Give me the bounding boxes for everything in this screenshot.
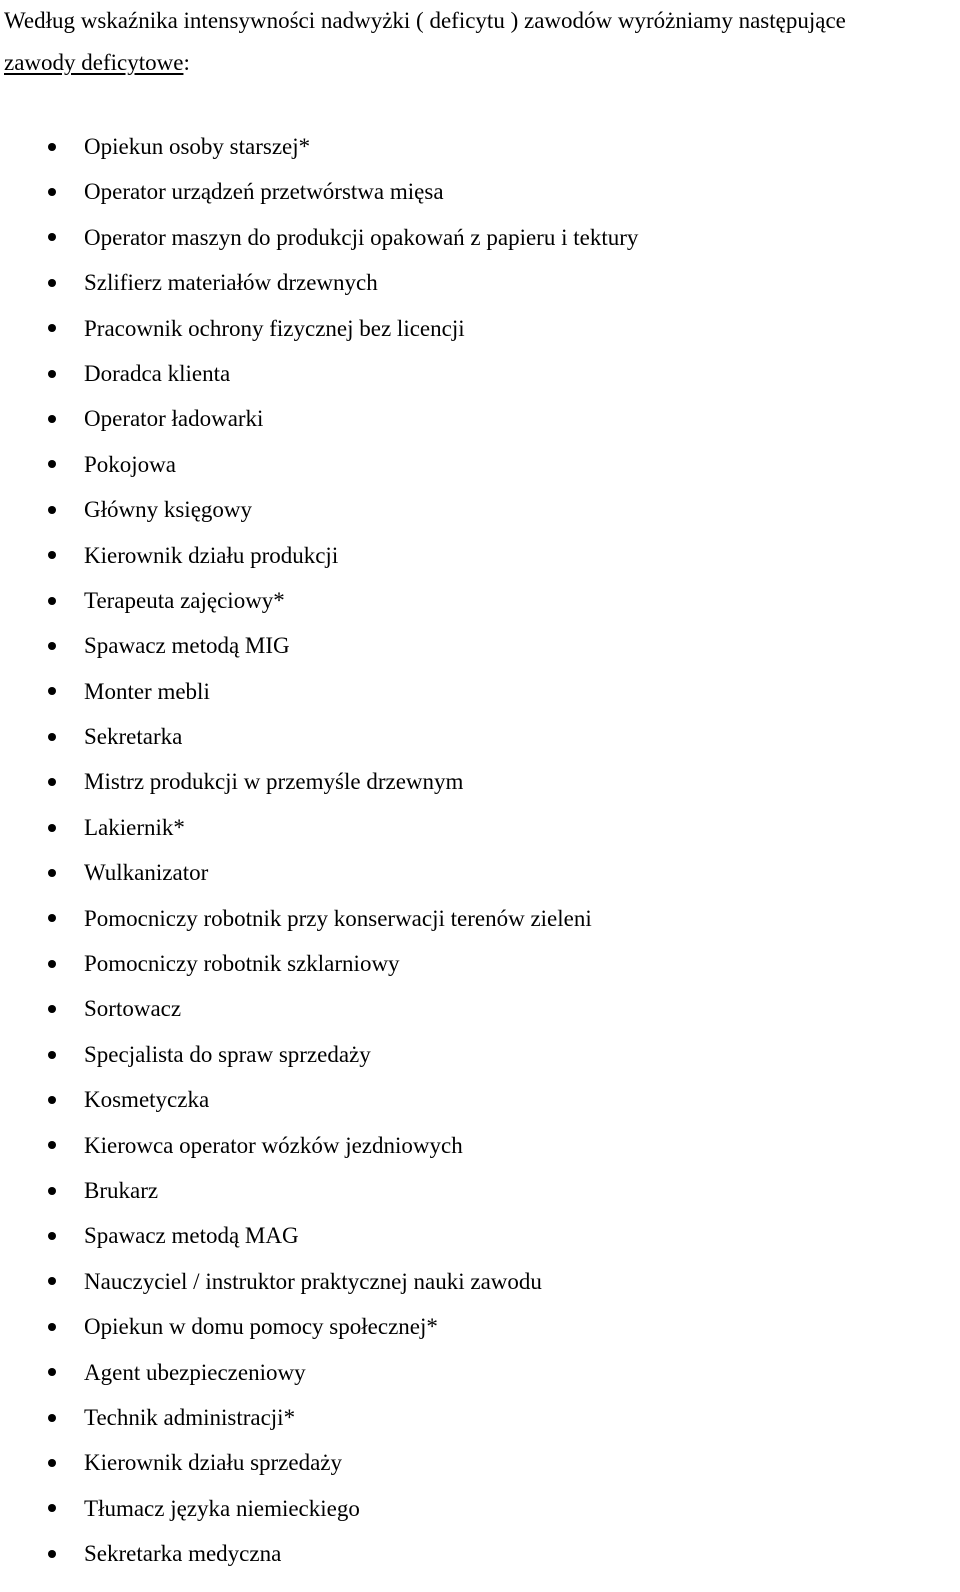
occupation-label: Agent ubezpieczeniowy	[84, 1359, 306, 1385]
bullet-icon	[48, 1187, 56, 1195]
list-item	[0, 533, 638, 578]
list-item	[0, 1032, 638, 1077]
bullet-icon	[48, 824, 56, 832]
bullet-icon	[48, 460, 56, 468]
occupation-label: Operator urządzeń przetwórstwa mięsa	[84, 179, 444, 205]
list-item	[0, 1531, 638, 1576]
occupation-label: Doradca klienta	[84, 360, 231, 386]
occupation-label: Spawacz metodą MAG	[84, 1223, 299, 1249]
bullet-icon	[48, 1368, 56, 1376]
list-item	[0, 396, 638, 441]
bullet-icon	[48, 597, 56, 605]
occupation-label: Terapeuta zajęciowy*	[84, 587, 285, 613]
list-item	[0, 1440, 638, 1485]
list-item	[0, 442, 638, 487]
occupation-label: Tłumacz języka niemieckiego	[84, 1495, 360, 1521]
occupation-label: Pomocniczy robotnik szklarniowy	[84, 951, 400, 977]
list-item	[0, 941, 638, 986]
list-item	[0, 1259, 638, 1304]
bullet-icon	[48, 1550, 56, 1558]
list-item	[0, 759, 638, 804]
bullet-icon	[48, 642, 56, 650]
occupation-label: Opiekun osoby starszej*	[84, 134, 311, 159]
bullet-icon	[48, 188, 56, 196]
bullet-icon	[48, 1096, 56, 1104]
list-item	[0, 260, 638, 305]
list-item	[0, 986, 638, 1031]
occupation-label: Spawacz metodą MIG	[84, 633, 290, 659]
occupation-label: Lakiernik*	[84, 814, 185, 840]
occupation-label: Pokojowa	[84, 451, 176, 477]
list-item	[0, 714, 638, 759]
occupation-label: Opiekun w domu pomocy społecznej*	[84, 1314, 438, 1340]
list-item	[0, 1395, 638, 1440]
list-item	[0, 1077, 638, 1122]
list-item	[0, 1304, 638, 1349]
list-item	[0, 124, 638, 169]
occupation-label: Nauczyciel / instruktor praktycznej nauki zawodu	[84, 1268, 542, 1294]
occupation-label: Kierownik działu produkcji	[84, 542, 339, 568]
occupation-label: Sekretarka	[84, 724, 183, 750]
bullet-icon	[48, 1459, 56, 1467]
bullet-icon	[48, 1232, 56, 1240]
bullet-icon	[48, 506, 56, 514]
bullet-icon	[48, 415, 56, 423]
bullet-icon	[48, 233, 56, 241]
occupation-label: Kosmetyczka	[84, 1087, 210, 1113]
intro-line: Według wskaźnika intensywności nadwyżki ( deficytu ) zawodów wyróżniamy następujące	[4, 8, 846, 33]
list-item	[0, 896, 638, 941]
occupation-label: Technik administracji*	[84, 1404, 296, 1430]
bullet-icon	[48, 279, 56, 287]
list-item	[0, 850, 638, 895]
list-item	[0, 487, 638, 532]
bullet-icon	[48, 733, 56, 741]
list-item	[0, 1123, 638, 1168]
occupation-label: Brukarz	[84, 1177, 159, 1203]
occupation-label: Sekretarka medyczna	[84, 1541, 282, 1567]
occupation-label: Główny księgowy	[84, 497, 253, 523]
list-item	[0, 1168, 638, 1213]
intro-line-2	[4, 42, 954, 84]
bullet-icon	[48, 960, 56, 968]
bullet-icon	[48, 869, 56, 877]
bullet-icon	[48, 324, 56, 332]
list-item	[0, 578, 638, 623]
list-item	[0, 1213, 638, 1258]
bullet-icon	[48, 1504, 56, 1512]
bullet-icon	[48, 1277, 56, 1285]
occupation-label: Pracownik ochrony fizycznej bez licencji	[84, 315, 465, 341]
list-item	[0, 1350, 638, 1395]
list-item	[0, 669, 638, 714]
bullet-icon	[48, 1005, 56, 1013]
occupation-label: Sortowacz	[84, 996, 182, 1022]
bullet-icon	[48, 143, 56, 151]
bullet-icon	[48, 778, 56, 786]
bullet-icon	[48, 1414, 56, 1422]
list-item	[0, 215, 638, 260]
bullet-icon	[48, 914, 56, 922]
bullet-icon	[48, 370, 56, 378]
occupation-label: Pomocniczy robotnik przy konserwacji terenów zieleni	[84, 905, 592, 931]
intro-paragraph	[4, 0, 954, 84]
list-item	[0, 169, 638, 214]
bullet-icon	[48, 687, 56, 695]
occupation-label: Operator maszyn do produkcji opakowań z papieru i tektury	[84, 224, 639, 250]
occupation-label: Kierowca operator wózków jezdniowych	[84, 1132, 463, 1158]
occupation-label: Kierownik działu sprzedaży	[84, 1450, 343, 1476]
occupation-list	[0, 124, 638, 1577]
bullet-icon	[48, 1051, 56, 1059]
occupation-label: Wulkanizator	[84, 860, 209, 886]
occupation-label: Monter mebli	[84, 678, 210, 704]
list-item	[0, 805, 638, 850]
list-item	[0, 306, 638, 351]
bullet-icon	[48, 551, 56, 559]
occupation-label: Specjalista do spraw sprzedaży	[84, 1041, 371, 1067]
bullet-icon	[48, 1141, 56, 1149]
list-item	[0, 1486, 638, 1531]
intro-colon: :	[183, 50, 190, 75]
bullet-icon	[48, 1323, 56, 1331]
list-item	[0, 351, 638, 396]
list-item	[0, 623, 638, 668]
occupation-label: Szlifierz materiałów drzewnych	[84, 270, 378, 296]
occupation-label: Operator ładowarki	[84, 406, 264, 432]
intro-underlined-term: zawody deficytowe	[4, 50, 184, 75]
occupation-label: Mistrz produkcji w przemyśle drzewnym	[84, 769, 464, 795]
